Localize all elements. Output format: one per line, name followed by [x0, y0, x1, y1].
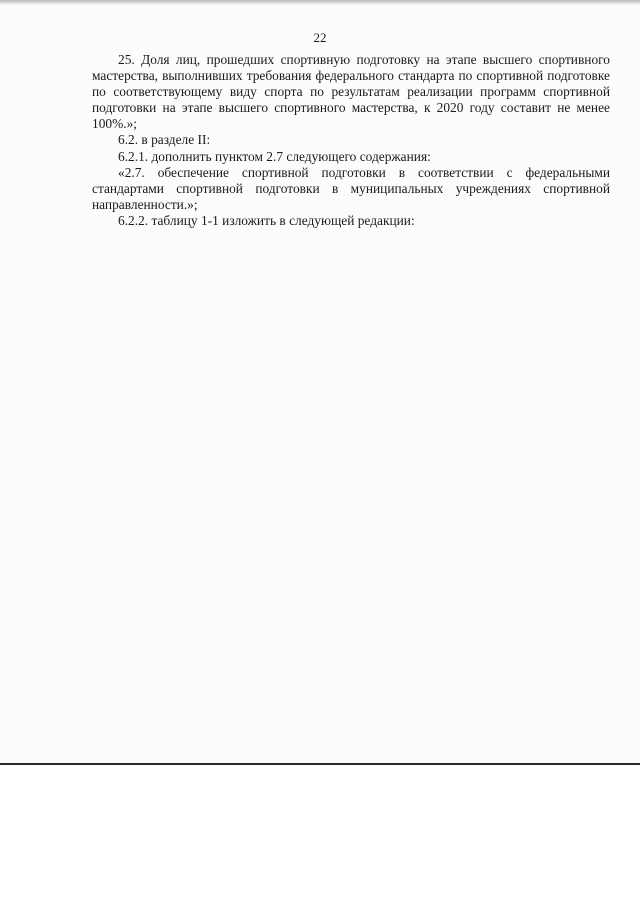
document-body [92, 52, 610, 229]
scan-edge [0, 0, 640, 5]
paragraph-item-25: 25. Доля лиц, прошедших спортивную подготовку на этапе высшего спортивного мастерства, выполнивших требования федерального стандарта по спортивной подготовке по соответствующему виду спорта по результатам реализации программ спортивной подготовки на этапе высшего спортивного мастерства, к 2020 году составит не менее 100%.»; [92, 52, 610, 132]
paragraph-section-6-2: 6.2. в разделе II: [118, 132, 211, 148]
page-number: 22 [313, 30, 327, 45]
paragraph-section-6-2-2: 6.2.2. таблицу 1-1 изложить в следующей редакции: [118, 212, 415, 228]
paragraph-section-6-2-1: 6.2.1. дополнить пунктом 2.7 следующего содержания: [118, 148, 431, 164]
paragraph-item-2-7: «2.7. обеспечение спортивной подготовки в соответствии с федеральными стандартами спортивной подготовки в муниципальных учреждениях спортивной направленности.»; [92, 164, 610, 212]
blank-area [0, 765, 640, 905]
